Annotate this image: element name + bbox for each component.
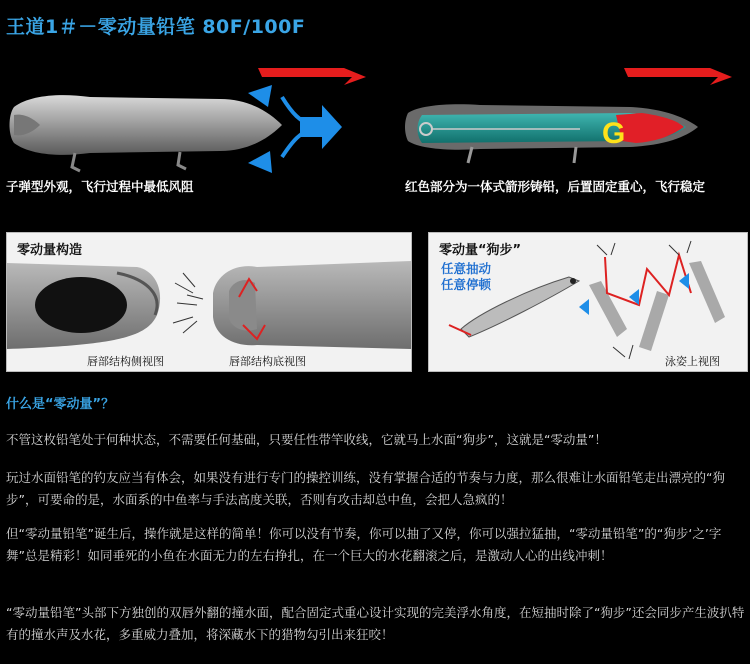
red-arrow-icon	[258, 68, 366, 85]
panel-left-label: 零动量构造	[17, 243, 83, 258]
right-top-caption: 红色部分为一体式箭形铸铅，后置固定重心，飞行稳定	[405, 179, 706, 194]
lure-aero-illustration	[0, 55, 375, 175]
lure-body	[10, 95, 283, 155]
blue-push-arrow-icon	[300, 105, 342, 149]
lure-cutaway-illustration	[380, 55, 750, 175]
paragraph-2: 玩过水面铅笔的钓友应当有体会，如果没有进行专门的操控训练，没有掌握合适的节奏与力度，那么很难让水面铅笔走出漂亮的“狗步”，可要命的是，水面系的中鱼率与手法高度关联，否则有攻击却总中鱼，会把人急疯的！	[6, 470, 725, 507]
note-line-1: 任意抽动	[441, 261, 492, 276]
paragraph-1: 不管这枚铅笔处于何种状态，不需要任何基础，只要任性带竿收线，它就马上水面“狗步”，这就是“零动量”！	[6, 432, 607, 447]
swim-top-view-label: 泳姿上视图	[665, 355, 720, 368]
section-heading: 什么是“零动量”？	[6, 397, 115, 412]
page-title: 王道1＃－零动量铅笔 80F/100F	[6, 16, 306, 38]
paragraph-3: 但“零动量铅笔”诞生后，操作就是这样的简单！你可以没有节奏，你可以抽了又停，你可以强拉猛抽，“零动量铅笔”的“狗步‘之’字舞”总是精彩！如同垂死的小鱼在水面无力的左右挣扎，在一个巨大的水花翻滚之后，是激动人心的出线冲刺！	[6, 526, 722, 563]
zero-momentum-structure-panel	[6, 232, 412, 372]
g-letter: G	[602, 117, 626, 150]
paragraph-4: “零动量铅笔”头部下方独创的双唇外翻的撞水面，配合固定式重心设计实现的完美浮水角度，在短抽时除了“狗步”还会同步产生波扒特有的撞水声及水花，多重威力叠加，将深藏水下的猎物勾引出来狂咬！	[6, 605, 745, 642]
walk-the-dog-panel	[428, 232, 748, 372]
note-line-2: 任意停顿	[441, 277, 492, 292]
lip-side-view-label: 唇部结构侧视图	[87, 355, 164, 368]
left-top-caption: 子弹型外观，飞行过程中最低风阻	[6, 179, 194, 194]
panel-right-label: 零动量“狗步”	[439, 243, 522, 258]
red-arrow-icon	[624, 68, 732, 85]
lip-bottom-view-label: 唇部结构底视图	[229, 355, 306, 368]
